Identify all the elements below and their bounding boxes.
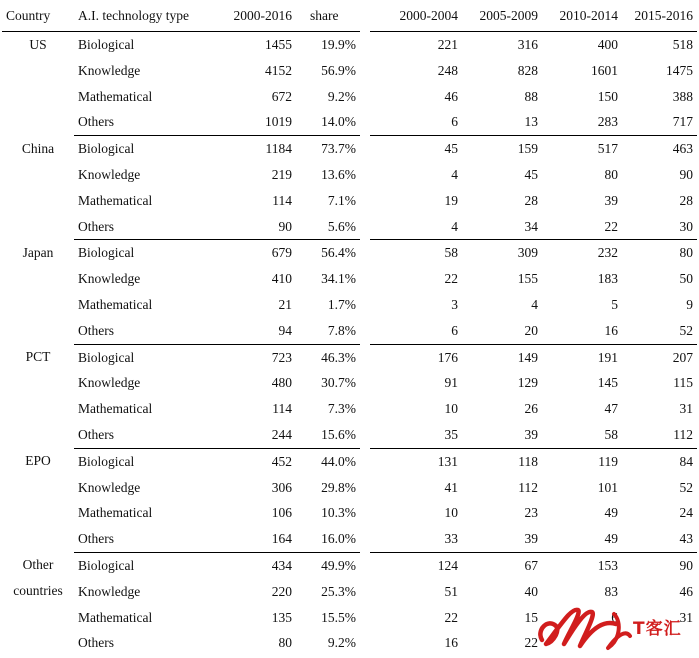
total-2000-2016: 135 xyxy=(271,609,292,625)
share-value: 7.1% xyxy=(327,192,356,208)
total-2000-2016: 90 xyxy=(212,214,296,240)
table-row xyxy=(2,240,360,266)
total-2000-2016: 679 xyxy=(271,245,292,261)
share-value: 9.2% xyxy=(327,635,356,651)
period-value-2: 88 xyxy=(524,88,538,104)
share-value: 5.6% xyxy=(296,214,360,240)
ai-type-label: Biological xyxy=(78,349,135,365)
total-2000-2016: 410 xyxy=(271,271,292,287)
period-value-4: 115 xyxy=(673,375,693,391)
period-value-4: 90 xyxy=(679,166,693,182)
header-total-2000-2016: 2000-2016 xyxy=(212,0,296,32)
country-label: Japan xyxy=(22,244,54,260)
country-label: Other countries xyxy=(13,557,63,599)
period-value-1: 19 xyxy=(444,192,458,208)
table-row xyxy=(370,240,697,266)
period-value-3: 83 xyxy=(604,583,618,599)
share-value: 1.7% xyxy=(327,296,356,312)
period-value-2: 22 xyxy=(524,635,538,651)
table-row xyxy=(370,526,697,552)
share-value: 10.3% xyxy=(321,505,356,521)
ai-type-label: Knowledge xyxy=(78,62,141,78)
table-row xyxy=(370,344,697,370)
ai-type-label: Others xyxy=(78,635,114,651)
ai-type-label: Mathematical xyxy=(78,192,153,208)
share-value: 34.1% xyxy=(321,271,356,287)
right-table xyxy=(370,0,697,656)
period-value-3: 232 xyxy=(597,245,618,261)
ai-type-label: Mathematical xyxy=(78,505,153,521)
watermark-logo-icon xyxy=(534,600,634,656)
period-value-4: 388 xyxy=(672,88,693,104)
period-value-4: 9 xyxy=(686,296,693,312)
header-country: Country xyxy=(2,0,74,32)
period-value-2: 26 xyxy=(524,401,538,417)
ai-type-label: Others xyxy=(74,526,212,552)
period-value-3: 400 xyxy=(597,37,618,52)
table-row xyxy=(2,552,360,578)
total-2000-2016: 94 xyxy=(212,318,296,344)
total-2000-2016: 244 xyxy=(212,422,296,448)
share-value: 73.7% xyxy=(321,141,356,157)
period-value-1: 41 xyxy=(444,479,458,495)
total-2000-2016: 21 xyxy=(278,296,292,312)
total-2000-2016: 480 xyxy=(271,375,292,391)
ai-type-label: Knowledge xyxy=(78,479,141,495)
watermark-logo xyxy=(534,600,699,656)
ai-type-label: Biological xyxy=(78,141,135,157)
ai-type-label: Biological xyxy=(78,557,135,573)
period-value-2: 23 xyxy=(524,505,538,521)
period-value-4: 28 xyxy=(679,192,693,208)
period-value-1: 6 xyxy=(370,318,462,344)
ai-type-label: Others xyxy=(74,422,212,448)
period-value-3: 22 xyxy=(542,214,622,240)
period-value-3: 101 xyxy=(597,479,618,495)
header-period-2000-2004: 2000-2004 xyxy=(370,0,462,32)
period-value-2: 39 xyxy=(462,526,542,552)
share-value: 49.9% xyxy=(321,557,356,573)
period-value-3: 153 xyxy=(597,557,618,573)
table-row xyxy=(2,32,360,58)
period-value-3: 58 xyxy=(542,422,622,448)
period-value-1: 46 xyxy=(444,88,458,104)
period-value-4: 52 xyxy=(622,318,697,344)
share-value: 15.5% xyxy=(321,609,356,625)
period-value-2: 20 xyxy=(462,318,542,344)
table-row xyxy=(370,448,697,474)
period-value-1: 4 xyxy=(451,166,458,182)
period-value-4: 31 xyxy=(679,401,693,417)
right-header-row xyxy=(370,0,697,32)
period-value-3: 39 xyxy=(604,192,618,208)
period-value-2: 4 xyxy=(531,296,538,312)
table-row xyxy=(2,136,360,162)
table-row xyxy=(2,448,360,474)
table-row xyxy=(370,292,697,318)
share-value: 14.0% xyxy=(296,109,360,135)
right-table-body xyxy=(370,32,697,657)
share-value: 56.4% xyxy=(321,245,356,261)
period-value-1: 221 xyxy=(437,37,458,52)
period-value-4: 717 xyxy=(622,109,697,135)
total-2000-2016: 80 xyxy=(278,635,292,651)
header-share: share xyxy=(296,0,360,32)
period-value-1: 10 xyxy=(444,401,458,417)
period-value-1: 10 xyxy=(444,505,458,521)
table-row xyxy=(370,475,697,501)
period-value-1: 45 xyxy=(444,141,458,157)
period-value-2: 309 xyxy=(517,245,538,261)
total-2000-2016: 723 xyxy=(271,349,292,365)
country-label: EPO xyxy=(25,453,51,469)
period-value-4: 46 xyxy=(679,583,693,599)
share-value: 7.8% xyxy=(296,318,360,344)
ai-type-label: Others xyxy=(74,318,212,344)
period-value-3: 1601 xyxy=(591,62,618,78)
ai-type-label: Knowledge xyxy=(78,375,141,391)
period-value-4: 31 xyxy=(679,609,693,625)
ai-type-label: Biological xyxy=(78,37,135,52)
period-value-2: 40 xyxy=(524,583,538,599)
period-value-3: 183 xyxy=(597,271,618,287)
period-value-4: 30 xyxy=(622,214,697,240)
period-value-2: 159 xyxy=(517,141,538,157)
period-value-4: 463 xyxy=(672,141,693,157)
period-value-2: 45 xyxy=(524,166,538,182)
share-value: 25.3% xyxy=(321,583,356,599)
period-value-2: 828 xyxy=(517,62,538,78)
period-value-3: 5 xyxy=(611,296,618,312)
ai-type-label: Mathematical xyxy=(78,88,153,104)
share-value: 44.0% xyxy=(321,453,356,469)
period-value-2: 112 xyxy=(518,479,538,495)
period-value-4: 50 xyxy=(679,271,693,287)
total-2000-2016: 306 xyxy=(271,479,292,495)
table-row xyxy=(370,109,697,135)
header-period-2010-2014: 2010-2014 xyxy=(542,0,622,32)
period-value-1: 176 xyxy=(437,349,458,365)
period-value-4: 112 xyxy=(622,422,697,448)
period-value-3: 47 xyxy=(604,401,618,417)
period-value-1: 4 xyxy=(370,214,462,240)
share-value: 9.2% xyxy=(327,88,356,104)
period-value-1: 124 xyxy=(437,557,458,573)
period-value-1: 248 xyxy=(437,62,458,78)
total-2000-2016: 106 xyxy=(271,505,292,521)
total-2000-2016: 219 xyxy=(271,166,292,182)
table-row xyxy=(370,214,697,240)
period-value-1: 35 xyxy=(370,422,462,448)
total-2000-2016: 220 xyxy=(271,583,292,599)
period-value-3: 80 xyxy=(604,166,618,182)
share-value: 16.0% xyxy=(296,526,360,552)
total-2000-2016: 672 xyxy=(271,88,292,104)
table-row xyxy=(370,266,697,292)
period-value-2: 34 xyxy=(462,214,542,240)
period-value-4: 43 xyxy=(622,526,697,552)
period-value-1: 51 xyxy=(444,583,458,599)
period-value-1: 22 xyxy=(444,609,458,625)
period-value-1: 131 xyxy=(437,453,458,469)
share-value: 30.7% xyxy=(321,375,356,391)
table-row xyxy=(370,370,697,396)
share-value: 29.8% xyxy=(321,479,356,495)
period-value-3: 150 xyxy=(597,88,618,104)
ai-type-label: Others xyxy=(74,214,212,240)
period-value-3: 49 xyxy=(542,526,622,552)
table-row xyxy=(370,318,697,344)
header-period-2015-2016: 2015-2016 xyxy=(622,0,697,32)
period-value-4: 80 xyxy=(679,245,693,261)
total-2000-2016: 4152 xyxy=(265,62,292,78)
period-value-3: 517 xyxy=(597,141,618,157)
period-value-1: 6 xyxy=(370,109,462,135)
period-value-1: 3 xyxy=(451,296,458,312)
watermark-text: T客汇 xyxy=(633,619,682,639)
period-value-1: 16 xyxy=(444,635,458,651)
left-table-body xyxy=(2,32,360,657)
header-ai-type: A.I. technology type xyxy=(74,0,212,32)
period-value-1: 91 xyxy=(444,375,458,391)
ai-type-label: Biological xyxy=(78,453,135,469)
period-value-2: 149 xyxy=(517,349,538,365)
table-row xyxy=(370,552,697,578)
period-value-4: 52 xyxy=(679,479,693,495)
period-value-2: 118 xyxy=(518,453,538,469)
table-row xyxy=(370,58,697,84)
country-label: PCT xyxy=(25,349,51,365)
table-row xyxy=(370,32,697,58)
ai-type-label: Knowledge xyxy=(78,166,141,182)
table-row xyxy=(370,136,697,162)
period-value-3: 191 xyxy=(597,349,618,365)
period-value-2: 67 xyxy=(524,557,538,573)
country-label: US xyxy=(29,37,47,52)
period-value-3: 145 xyxy=(597,375,618,391)
period-value-4: 1475 xyxy=(666,62,693,78)
period-value-1: 58 xyxy=(444,245,458,261)
period-value-4: 90 xyxy=(679,557,693,573)
period-value-2: 39 xyxy=(462,422,542,448)
period-value-3: 283 xyxy=(542,109,622,135)
period-value-4: 518 xyxy=(672,37,693,52)
total-2000-2016: 164 xyxy=(212,526,296,552)
share-value: 15.6% xyxy=(296,422,360,448)
ai-type-label: Mathematical xyxy=(78,401,153,417)
period-value-3: 6 xyxy=(611,609,618,625)
share-value: 46.3% xyxy=(321,349,356,365)
table-row xyxy=(370,188,697,214)
total-2000-2016: 114 xyxy=(272,192,292,208)
period-value-2: 13 xyxy=(462,109,542,135)
period-value-2: 129 xyxy=(517,375,538,391)
total-2000-2016: 452 xyxy=(271,453,292,469)
ai-type-label: Knowledge xyxy=(78,583,141,599)
total-2000-2016: 434 xyxy=(271,557,292,573)
period-value-4: 24 xyxy=(679,505,693,521)
total-2000-2016: 1019 xyxy=(212,109,296,135)
period-value-3: 119 xyxy=(598,453,618,469)
period-value-3: 49 xyxy=(604,505,618,521)
table-row xyxy=(2,344,360,370)
share-value: 7.3% xyxy=(327,401,356,417)
period-value-1: 22 xyxy=(444,271,458,287)
ai-type-label: Mathematical xyxy=(78,296,153,312)
header-period-2005-2009: 2005-2009 xyxy=(462,0,542,32)
share-value: 19.9% xyxy=(321,37,356,52)
table-row xyxy=(370,396,697,422)
period-value-4: 84 xyxy=(679,453,693,469)
period-value-2: 155 xyxy=(517,271,538,287)
share-value: 13.6% xyxy=(321,166,356,182)
ai-type-label: Biological xyxy=(78,245,135,261)
total-2000-2016: 1184 xyxy=(265,141,292,157)
period-value-4: 207 xyxy=(672,349,693,365)
ai-type-label: Mathematical xyxy=(78,609,153,625)
table-row xyxy=(370,500,697,526)
ai-type-label: Knowledge xyxy=(78,271,141,287)
period-value-2: 28 xyxy=(524,192,538,208)
table-row xyxy=(370,422,697,448)
period-value-1: 33 xyxy=(370,526,462,552)
total-2000-2016: 114 xyxy=(272,401,292,417)
share-value: 56.9% xyxy=(321,62,356,78)
left-header-row xyxy=(2,0,360,32)
ai-type-label: Others xyxy=(74,109,212,135)
country-label: China xyxy=(21,140,55,156)
period-value-2: 15 xyxy=(524,609,538,625)
total-2000-2016: 1455 xyxy=(265,37,292,52)
left-table xyxy=(2,0,360,656)
table-row xyxy=(370,162,697,188)
table-row xyxy=(370,84,697,110)
period-value-3: 16 xyxy=(542,318,622,344)
period-value-2: 316 xyxy=(517,37,538,52)
